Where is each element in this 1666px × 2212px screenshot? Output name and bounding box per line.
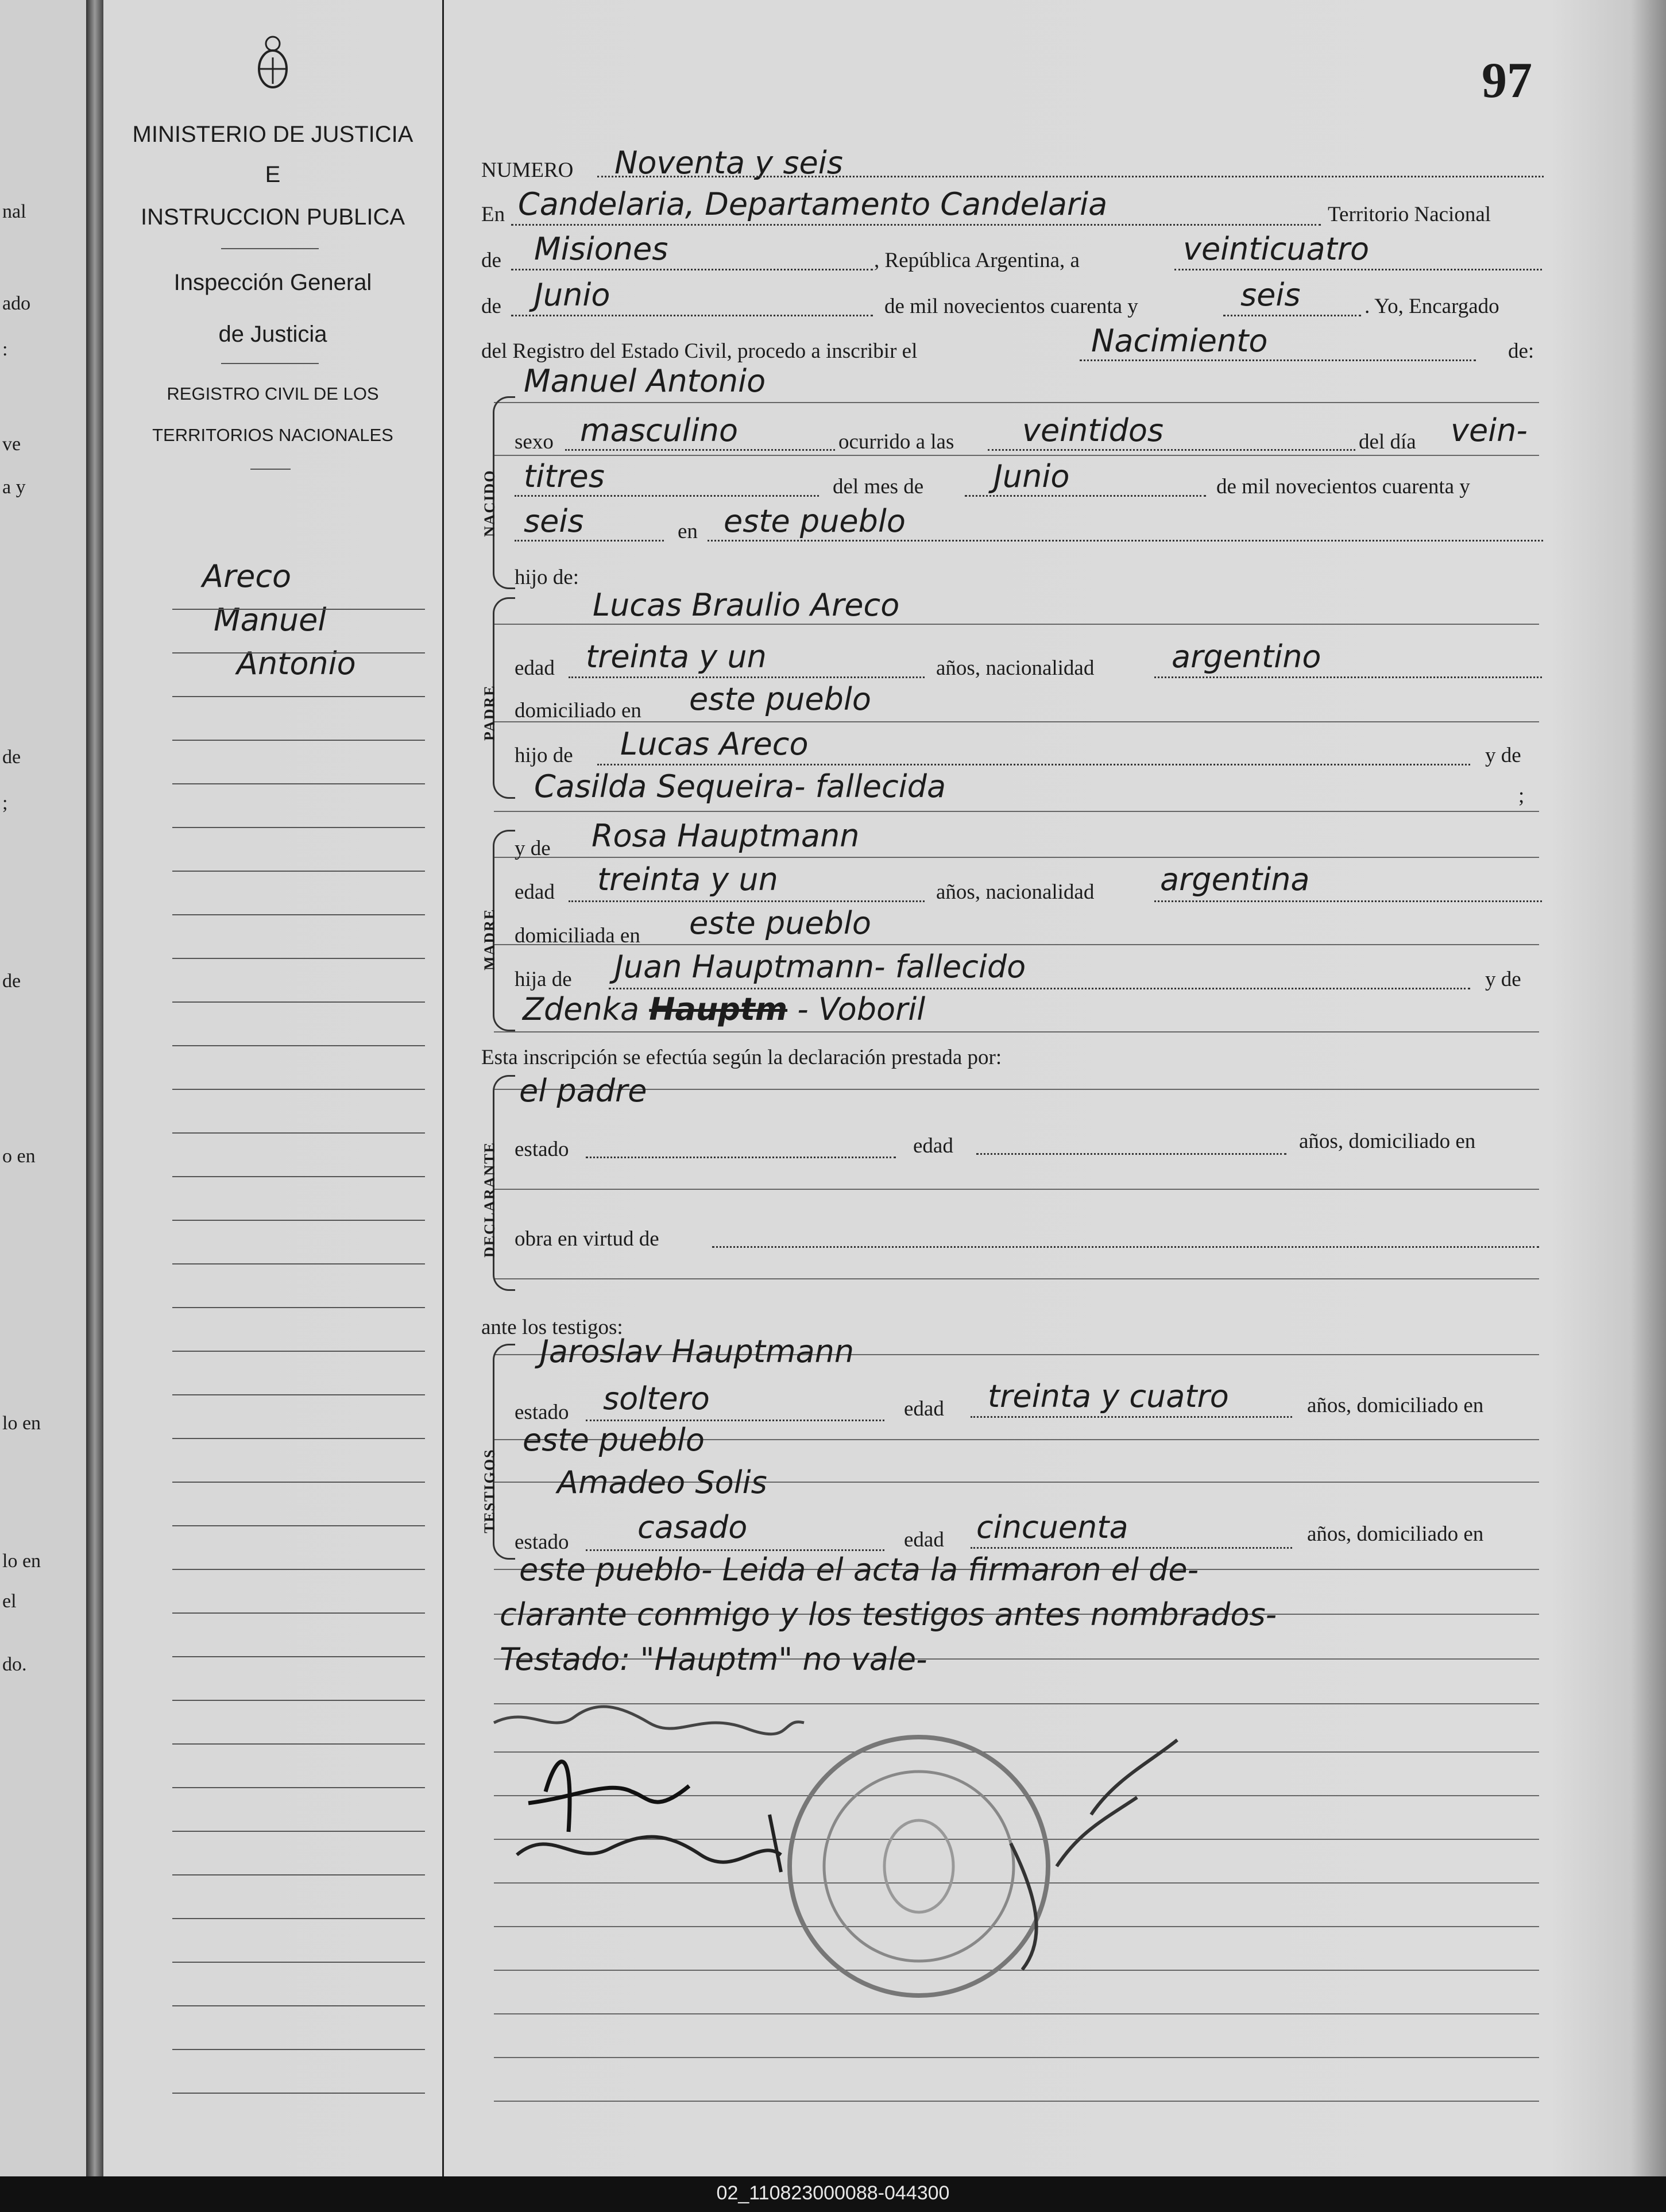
anio-label-2: de mil novecientos cuarenta y bbox=[1216, 475, 1470, 498]
testigo-2-edad-value: cincuenta bbox=[976, 1509, 1128, 1545]
struck-text: Hauptm bbox=[649, 991, 788, 1027]
margin-rule bbox=[172, 1656, 425, 1657]
edad-label-5: edad bbox=[904, 1528, 944, 1552]
estado-label-2: estado bbox=[515, 1401, 569, 1424]
adjacent-page-fragment: el bbox=[2, 1591, 17, 1612]
field-line bbox=[565, 449, 835, 451]
line-end-mark: ; bbox=[1518, 784, 1525, 807]
domicilio-label-3: años, domiciliado en bbox=[1307, 1394, 1484, 1417]
page-rule bbox=[494, 721, 1539, 722]
margin-rule bbox=[172, 1918, 425, 1919]
mes-inscripcion-value: Junio bbox=[534, 277, 610, 313]
abuela-materna-part: - Voboril bbox=[797, 991, 926, 1027]
adjacent-page-fragment: lo en bbox=[2, 1413, 41, 1434]
madre-nacionalidad-value: argentina bbox=[1160, 861, 1310, 898]
adjacent-page-fragment: a y bbox=[2, 477, 26, 498]
padre-section-label: PADRE bbox=[481, 685, 498, 741]
margin-rule bbox=[172, 958, 425, 959]
margin-name: Areco bbox=[202, 558, 292, 594]
margin-rule bbox=[172, 2005, 425, 2006]
registro-label: del Registro del Estado Civil, procedo a inscribir el bbox=[481, 339, 918, 363]
margin-rule bbox=[172, 1569, 425, 1570]
ministry-heading: MINISTERIO DE JUSTICIA bbox=[132, 122, 413, 147]
margin-rule bbox=[172, 1700, 425, 1701]
margin-rule bbox=[172, 827, 425, 828]
nacido-section-label: NACIDO bbox=[481, 469, 498, 537]
madre-nombre-value: Rosa Hauptmann bbox=[592, 818, 860, 854]
padre-nacionalidad-value: argentino bbox=[1172, 639, 1321, 675]
margin-rule bbox=[172, 1874, 425, 1875]
divider bbox=[250, 469, 291, 470]
page-rule bbox=[494, 2057, 1539, 2058]
page-rule bbox=[494, 455, 1539, 456]
nacionalidad-label: años, nacionalidad bbox=[936, 656, 1095, 680]
field-line bbox=[511, 269, 873, 270]
margin-rule bbox=[172, 1307, 425, 1308]
hijo-label: hijo de: bbox=[515, 566, 579, 589]
domicilio-label-2: años, domiciliado en bbox=[1299, 1130, 1476, 1153]
madre-domicilio-value: este pueblo bbox=[689, 905, 871, 941]
adjacent-page-fragment: de bbox=[2, 970, 21, 992]
field-line bbox=[515, 495, 819, 497]
numero-value: Noventa y seis bbox=[614, 145, 843, 181]
closing-line-2: clarante conmigo y los testigos antes nombrados- bbox=[500, 1596, 1277, 1633]
margin-rule bbox=[172, 1787, 425, 1788]
page-rule bbox=[494, 1089, 1539, 1090]
dia-label: del día bbox=[1359, 430, 1416, 454]
dia-value-2: titres bbox=[524, 458, 605, 494]
page-rule bbox=[494, 944, 1539, 945]
adjacent-page-fragment: lo en bbox=[2, 1550, 41, 1572]
abuela-paterna-value: Casilda Sequeira- fallecida bbox=[534, 768, 946, 805]
margin-rule bbox=[172, 1001, 425, 1003]
hijo-de-label: hijo de bbox=[515, 744, 573, 767]
margin-rule bbox=[172, 1612, 425, 1614]
sexo-label: sexo bbox=[515, 430, 554, 454]
edad-label-3: edad bbox=[913, 1134, 953, 1158]
margin-rule bbox=[172, 696, 425, 697]
margin-rule bbox=[172, 1089, 425, 1090]
adjacent-page bbox=[0, 0, 88, 2176]
sexo-value: masculino bbox=[580, 412, 739, 448]
coat-of-arms-icon bbox=[254, 34, 292, 92]
field-line bbox=[586, 1549, 884, 1551]
divider bbox=[221, 363, 319, 364]
acto-value: Nacimiento bbox=[1091, 323, 1268, 359]
domiciliada-label: domiciliada en bbox=[515, 924, 640, 948]
anio-inscripcion-value: seis bbox=[1240, 277, 1301, 313]
de-label-2: de bbox=[481, 295, 501, 318]
dia-inscripcion-value: veinticuatro bbox=[1183, 231, 1369, 267]
edad-label: edad bbox=[515, 656, 555, 680]
registry-heading-2: TERRITORIOS NACIONALES bbox=[152, 425, 393, 445]
margin-rule bbox=[172, 1263, 425, 1264]
yo-label: . Yo, Encargado bbox=[1365, 295, 1499, 318]
image-id-caption: 02_110823000088-044300 bbox=[716, 2182, 950, 2204]
field-line bbox=[971, 1416, 1292, 1418]
margin-rule bbox=[172, 2093, 425, 2094]
field-line bbox=[511, 315, 873, 316]
margin-rule bbox=[172, 740, 425, 741]
estado-label-3: estado bbox=[515, 1530, 569, 1554]
dia-value-1: vein- bbox=[1451, 412, 1528, 448]
testigo-1-estado-value: soltero bbox=[603, 1380, 710, 1417]
margin-rule bbox=[172, 1743, 425, 1745]
margin-rule bbox=[172, 1220, 425, 1221]
domicilio-label-4: años, domiciliado en bbox=[1307, 1522, 1484, 1546]
hija-de-label: hija de bbox=[515, 968, 572, 991]
margin-rule bbox=[172, 1482, 425, 1483]
divider bbox=[221, 248, 319, 249]
field-line bbox=[609, 988, 1470, 989]
abuela-materna-part: Zdenka bbox=[523, 991, 640, 1027]
adjacent-page-fragment: do. bbox=[2, 1654, 27, 1675]
margin-name: Manuel bbox=[214, 602, 327, 638]
margin-rule bbox=[172, 1831, 425, 1832]
registry-heading: REGISTRO CIVIL DE LOS bbox=[167, 384, 379, 404]
estado-label: estado bbox=[515, 1138, 569, 1161]
page-rule bbox=[494, 857, 1539, 858]
margin-rule bbox=[172, 609, 425, 610]
hora-value: veintidos bbox=[1022, 412, 1164, 448]
territorio-value: Misiones bbox=[534, 231, 668, 267]
abuelo-materno-value: Juan Hauptmann- fallecido bbox=[614, 949, 1026, 985]
field-line bbox=[971, 1547, 1292, 1549]
testigos-section-label: TESTIGOS bbox=[481, 1448, 498, 1533]
field-line bbox=[597, 764, 1470, 765]
declarante-section-label: DECLARANTE bbox=[481, 1141, 498, 1258]
field-line bbox=[1174, 269, 1542, 270]
testigos-label: ante los testigos: bbox=[481, 1316, 623, 1339]
field-line bbox=[988, 449, 1355, 451]
ocurrido-label: ocurrido a las bbox=[838, 430, 954, 454]
field-line bbox=[965, 495, 1206, 497]
margin-rule bbox=[172, 871, 425, 872]
field-line bbox=[515, 540, 664, 542]
obra-label: obra en virtud de bbox=[515, 1227, 659, 1251]
signatures-and-seal bbox=[459, 1683, 1551, 2039]
page-rule bbox=[494, 811, 1539, 812]
book-spine bbox=[86, 0, 103, 2176]
page-rule bbox=[494, 402, 1539, 403]
lugar-value: Candelaria, Departamento Candelaria bbox=[518, 186, 1108, 222]
anio-value: seis bbox=[524, 503, 584, 539]
field-line bbox=[712, 1246, 1539, 1248]
margin-name: Antonio bbox=[237, 645, 356, 682]
declaracion-label: Esta inscripción se efectúa según la declaración prestada por: bbox=[481, 1046, 1002, 1069]
field-line bbox=[1154, 900, 1542, 902]
padre-edad-value: treinta y un bbox=[586, 639, 767, 675]
en-label: En bbox=[481, 203, 505, 226]
page-number: 97 bbox=[1482, 53, 1532, 109]
ministry-conjunction: E bbox=[265, 162, 281, 187]
adjacent-page-fragment: ; bbox=[2, 792, 8, 814]
testigo-1-edad-value: treinta y cuatro bbox=[988, 1378, 1229, 1414]
edad-label-2: edad bbox=[515, 880, 555, 904]
margin-rule bbox=[172, 1132, 425, 1134]
closing-line-3: Testado: "Hauptm" no vale- bbox=[500, 1641, 927, 1677]
margin-rule bbox=[172, 1962, 425, 1963]
page-rule bbox=[494, 1278, 1539, 1279]
page-rule bbox=[494, 1189, 1539, 1190]
page-rule bbox=[494, 1031, 1539, 1032]
page-rule bbox=[494, 2101, 1539, 2102]
margin-rule bbox=[172, 1394, 425, 1395]
field-line bbox=[1080, 359, 1476, 361]
field-line bbox=[569, 676, 925, 678]
y-de-label-2: y de bbox=[515, 837, 551, 860]
page-rule bbox=[494, 624, 1539, 625]
en-label-2: en bbox=[678, 520, 698, 543]
y-de-label: y de bbox=[1485, 744, 1521, 767]
adjacent-page-fragment: o en bbox=[2, 1146, 36, 1167]
y-de-label-3: y de bbox=[1485, 968, 1521, 991]
margin-rule bbox=[172, 1351, 425, 1352]
margin-rule bbox=[172, 1176, 425, 1177]
adjacent-page-fragment: : bbox=[2, 339, 8, 360]
instruction-heading: INSTRUCCION PUBLICA bbox=[140, 204, 405, 230]
inspection-heading: Inspección General bbox=[173, 270, 372, 295]
madre-edad-value: treinta y un bbox=[597, 861, 778, 898]
mes-label: del mes de bbox=[833, 475, 924, 498]
field-line bbox=[1223, 315, 1361, 316]
field-line bbox=[708, 540, 1543, 542]
padre-domicilio-value: este pueblo bbox=[689, 681, 871, 717]
testigo-1-domicilio-value: este pueblo bbox=[523, 1422, 705, 1458]
domicilio-label: domiciliado en bbox=[515, 699, 641, 722]
de-label: de bbox=[481, 249, 501, 272]
margin-rule bbox=[172, 652, 425, 653]
field-line bbox=[1154, 676, 1542, 678]
margin-rule bbox=[172, 1525, 425, 1526]
field-line bbox=[586, 1157, 896, 1158]
republica-label: , República Argentina, a bbox=[874, 249, 1080, 272]
field-line bbox=[569, 900, 925, 902]
padre-nombre-value: Lucas Braulio Areco bbox=[593, 587, 900, 623]
abuelo-paterno-value: Lucas Areco bbox=[620, 726, 809, 762]
adjacent-page-fragment: ve bbox=[2, 434, 21, 455]
margin-rule bbox=[172, 914, 425, 915]
testigo-2-estado-value: casado bbox=[637, 1509, 748, 1545]
margin-rule bbox=[172, 1438, 425, 1439]
abuela-materna-value bbox=[523, 991, 925, 1027]
adjacent-page-fragment: de bbox=[2, 747, 21, 768]
lugar-nacimiento-value: este pueblo bbox=[724, 503, 906, 539]
inspection-heading-2: de Justicia bbox=[218, 322, 327, 347]
field-line bbox=[586, 1420, 884, 1421]
numero-label: NUMERO bbox=[481, 158, 574, 182]
adjacent-page-fragment: nal bbox=[2, 201, 26, 222]
territorio-label: Territorio Nacional bbox=[1328, 203, 1491, 226]
margin-rule bbox=[172, 2049, 425, 2050]
nacionalidad-label-2: años, nacionalidad bbox=[936, 880, 1095, 904]
anio-label: de mil novecientos cuarenta y bbox=[884, 295, 1138, 318]
de-label-3: de: bbox=[1508, 339, 1534, 363]
testigo-2-nombre-value: Amadeo Solis bbox=[557, 1464, 767, 1501]
margin-rule bbox=[172, 1045, 425, 1046]
mes-value: Junio bbox=[994, 458, 1070, 494]
edad-label-4: edad bbox=[904, 1397, 944, 1421]
nombre-value: Manuel Antonio bbox=[524, 363, 766, 399]
margin-rule bbox=[172, 783, 425, 784]
closing-line-1: este pueblo- Leida el acta la firmaron el de- bbox=[519, 1552, 1199, 1588]
field-line bbox=[511, 224, 1321, 226]
field-line bbox=[597, 176, 1544, 177]
testigo-1-nombre-value: Jaroslav Hauptmann bbox=[540, 1333, 855, 1370]
adjacent-page-fragment: ado bbox=[2, 293, 31, 314]
field-line bbox=[976, 1153, 1286, 1155]
declarante-nombre-value: el padre bbox=[519, 1073, 647, 1109]
madre-section-label: MADRE bbox=[481, 908, 498, 970]
